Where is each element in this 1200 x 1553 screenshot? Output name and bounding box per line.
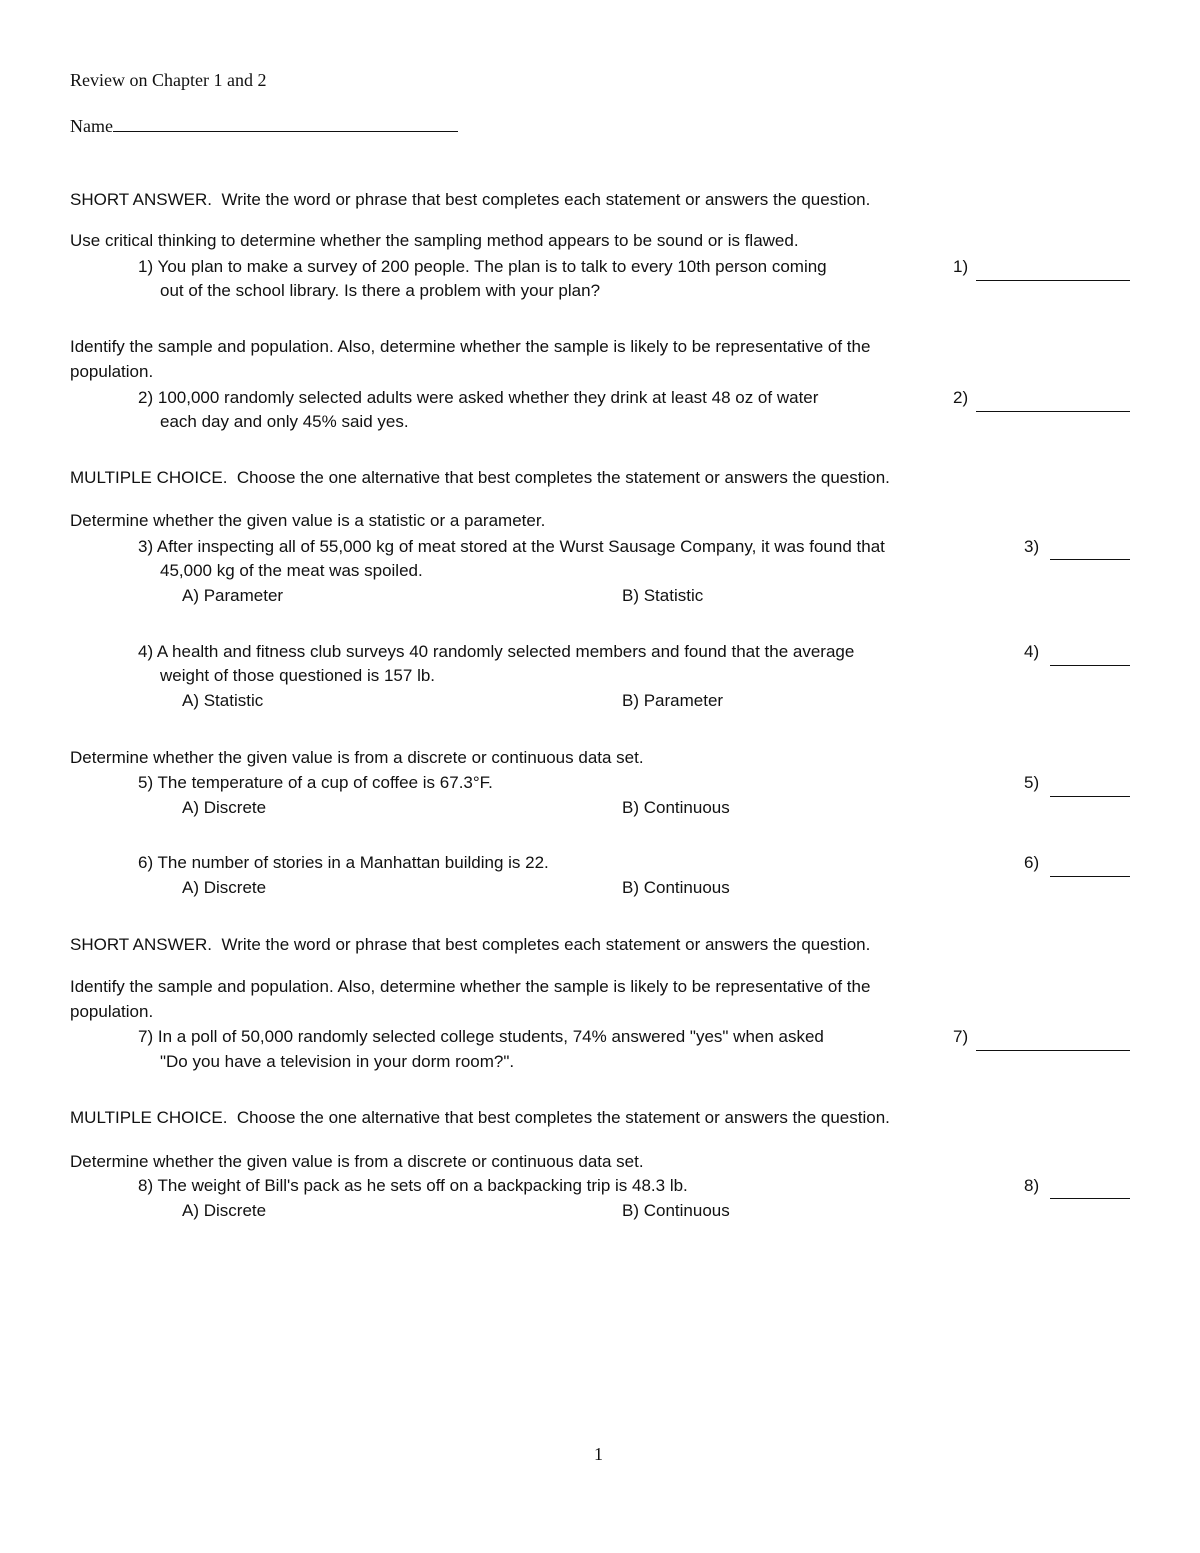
option-4a[interactable]: A) Statistic <box>182 691 264 710</box>
option-5b[interactable]: B) Continuous <box>622 798 730 817</box>
option-8a[interactable]: A) Discrete <box>182 1201 267 1220</box>
question-3 <box>138 537 885 557</box>
question-number: 8) <box>138 1176 154 1195</box>
direction-discrete-continuous-2: Determine whether the given value is from a discrete or continuous data set. <box>70 1152 644 1171</box>
section-header-multiple-choice-1 <box>70 468 890 488</box>
question-number: 5) <box>138 773 154 792</box>
question-number: 1) <box>138 257 154 276</box>
option-8b[interactable]: B) Continuous <box>622 1201 730 1220</box>
section-header-short-answer-1 <box>70 190 870 210</box>
direction-sample-population-2: Identify the sample and population. Also, determine whether the sample is likely to be representative of the <box>70 977 871 996</box>
question-text: You plan to make a survey of 200 people. The plan is to talk to every 10th person coming <box>157 257 827 276</box>
direction-discrete-continuous: Determine whether the given value is from a discrete or continuous data set. <box>70 748 644 767</box>
section-heading: SHORT ANSWER. <box>70 190 213 209</box>
question-7 <box>138 1027 824 1047</box>
question-2-continued: each day and only 45% said yes. <box>160 412 409 431</box>
question-number: 3) <box>138 537 154 556</box>
answer-label-3: 3) <box>1024 537 1040 556</box>
question-text: In a poll of 50,000 randomly selected college students, 74% answered "yes" when asked <box>157 1027 824 1046</box>
name-blank[interactable] <box>113 117 458 132</box>
section-instruction: Choose the one alternative that best completes the statement or answers the question. <box>236 1108 890 1127</box>
answer-blank-4[interactable] <box>1050 665 1130 666</box>
direction-sample-population-2-continued: population. <box>70 1002 154 1021</box>
question-4-continued: weight of those questioned is 157 lb. <box>160 666 436 685</box>
option-3a[interactable]: A) Parameter <box>182 586 284 605</box>
question-number: 7) <box>138 1027 154 1046</box>
section-heading: SHORT ANSWER. <box>70 935 213 954</box>
answer-label-6: 6) <box>1024 853 1040 872</box>
page-number: 1 <box>594 1444 603 1464</box>
question-number: 2) <box>138 388 154 407</box>
answer-blank-2[interactable] <box>976 411 1130 412</box>
section-instruction: Write the word or phrase that best completes each statement or answers the question. <box>221 190 871 209</box>
question-8 <box>138 1176 688 1196</box>
option-5a[interactable]: A) Discrete <box>182 798 267 817</box>
question-2 <box>138 388 818 408</box>
option-6a[interactable]: A) Discrete <box>182 878 267 897</box>
name-label: Name <box>70 116 113 136</box>
answer-label-8: 8) <box>1024 1176 1040 1195</box>
answer-label-5: 5) <box>1024 773 1040 792</box>
section-header-multiple-choice-2 <box>70 1108 890 1128</box>
option-3b[interactable]: B) Statistic <box>622 586 704 605</box>
answer-label-4: 4) <box>1024 642 1040 661</box>
answer-blank-7[interactable] <box>976 1050 1130 1051</box>
question-text: The number of stories in a Manhattan building is 22. <box>157 853 549 872</box>
question-6 <box>138 853 549 873</box>
question-number: 6) <box>138 853 154 872</box>
section-instruction: Choose the one alternative that best completes the statement or answers the question. <box>236 468 890 487</box>
question-3-continued: 45,000 kg of the meat was spoiled. <box>160 561 423 580</box>
option-6b[interactable]: B) Continuous <box>622 878 730 897</box>
answer-label-1: 1) <box>953 257 969 276</box>
direction-critical-thinking: Use critical thinking to determine whether the sampling method appears to be sound or is flawed. <box>70 231 799 250</box>
section-heading: MULTIPLE CHOICE. <box>70 1108 228 1127</box>
question-1 <box>138 257 827 277</box>
option-4b[interactable]: B) Parameter <box>622 691 724 710</box>
answer-blank-6[interactable] <box>1050 876 1130 877</box>
worksheet-title: Review on Chapter 1 and 2 <box>70 70 267 90</box>
section-heading: MULTIPLE CHOICE. <box>70 468 228 487</box>
question-1-continued: out of the school library. Is there a problem with your plan? <box>160 281 601 300</box>
question-text: The temperature of a cup of coffee is 67.3°F. <box>157 773 493 792</box>
question-4 <box>138 642 854 662</box>
question-text: A health and fitness club surveys 40 randomly selected members and found that the average <box>156 642 855 661</box>
section-instruction: Write the word or phrase that best completes each statement or answers the question. <box>221 935 871 954</box>
question-5 <box>138 773 493 793</box>
direction-sample-population-continued: population. <box>70 362 154 381</box>
question-7-continued: "Do you have a television in your dorm room?". <box>160 1052 515 1071</box>
answer-blank-8[interactable] <box>1050 1198 1130 1199</box>
answer-blank-1[interactable] <box>976 280 1130 281</box>
name-field[interactable] <box>70 116 458 137</box>
answer-label-7: 7) <box>953 1027 969 1046</box>
answer-blank-5[interactable] <box>1050 796 1130 797</box>
answer-blank-3[interactable] <box>1050 559 1130 560</box>
direction-statistic-parameter: Determine whether the given value is a statistic or a parameter. <box>70 511 546 530</box>
direction-sample-population: Identify the sample and population. Also, determine whether the sample is likely to be representative of the <box>70 337 871 356</box>
answer-label-2: 2) <box>953 388 969 407</box>
question-text: 100,000 randomly selected adults were asked whether they drink at least 48 oz of water <box>157 388 819 407</box>
section-header-short-answer-2 <box>70 935 870 955</box>
question-text: After inspecting all of 55,000 kg of meat stored at the Wurst Sausage Company, it was found that <box>156 537 885 556</box>
question-text: The weight of Bill's pack as he sets off on a backpacking trip is 48.3 lb. <box>157 1176 688 1195</box>
question-number: 4) <box>138 642 154 661</box>
